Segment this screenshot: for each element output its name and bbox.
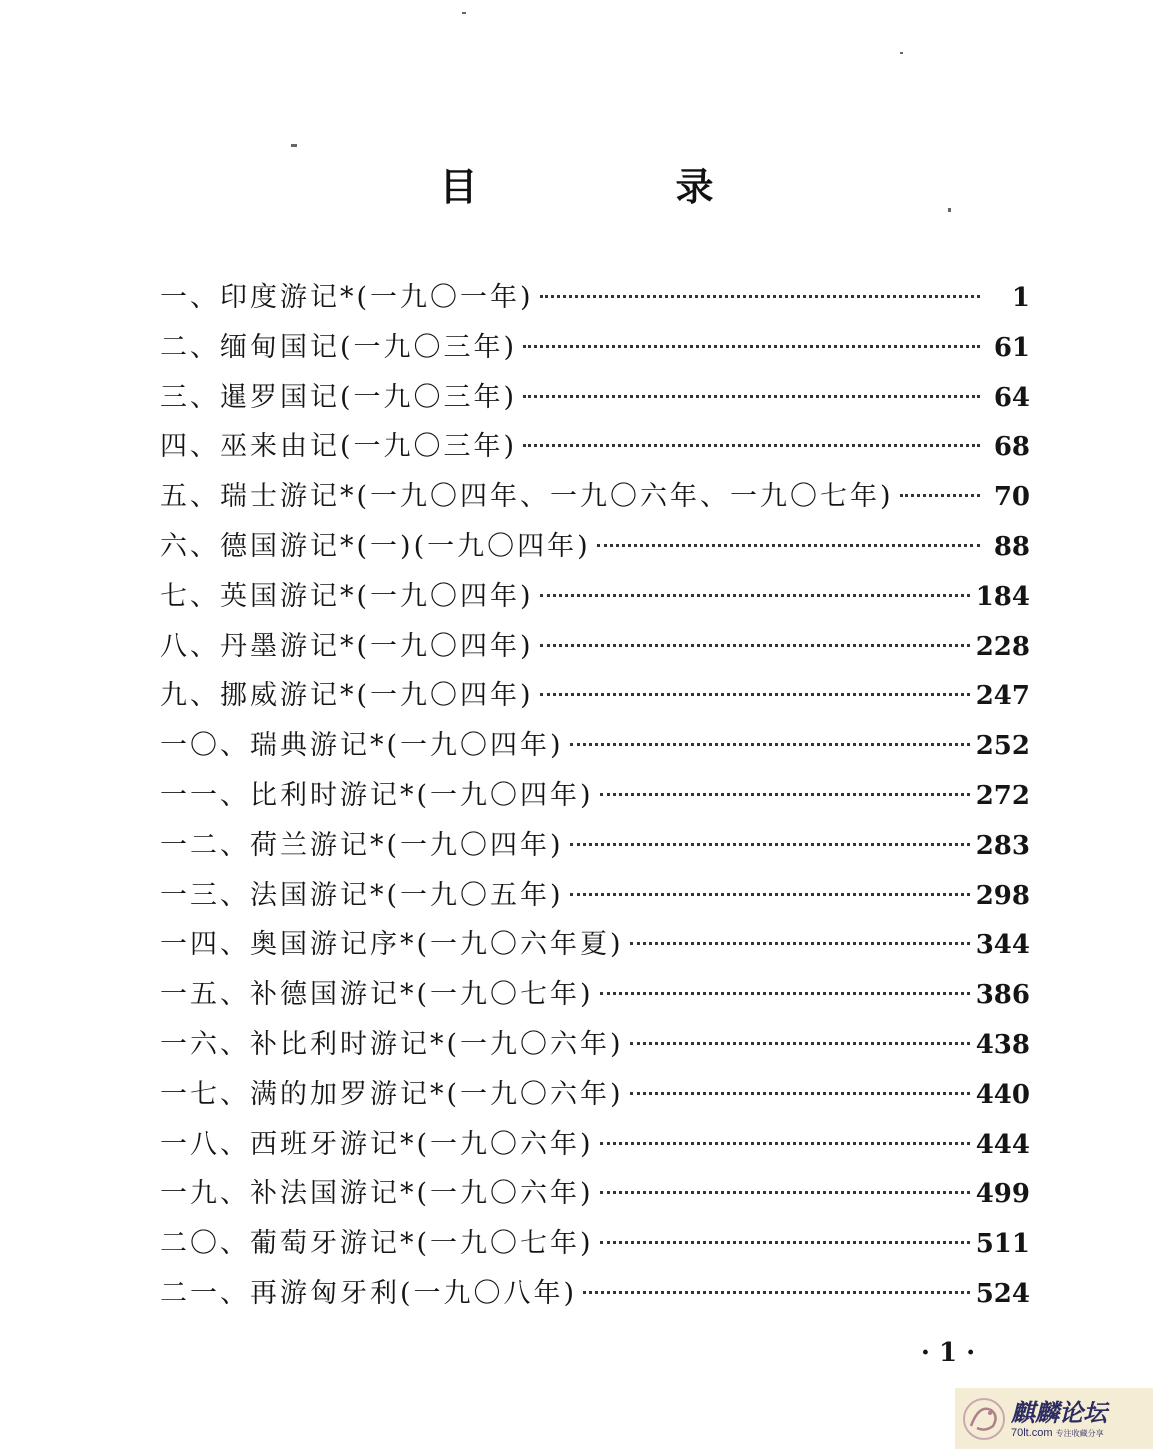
toc-entry-page: 344 — [975, 930, 1030, 961]
toc-entry-title: 五、瑞士游记*(一九〇四年、一九〇六年、一九〇七年) — [160, 481, 894, 513]
toc-leader-dots — [600, 1241, 970, 1244]
toc-leader-dots — [523, 345, 980, 348]
page-title: 目 录 — [439, 165, 794, 209]
toc-entry-page: 272 — [975, 781, 1030, 811]
toc-entry-title: 二一、再游匈牙利(一九〇八年) — [160, 1278, 578, 1309]
scan-speck — [900, 52, 903, 54]
toc-entry[interactable] — [160, 1171, 1030, 1211]
toc-entry-page: 184 — [975, 581, 1030, 612]
toc-entry-page: 283 — [975, 830, 1030, 861]
page-number: · 1 · — [920, 1338, 976, 1368]
toc-entry[interactable] — [160, 375, 1030, 415]
toc-leader-dots — [630, 942, 970, 945]
toc-entry[interactable] — [160, 325, 1030, 365]
toc-entry-page: 524 — [975, 1279, 1030, 1309]
toc-entry-page: 70 — [993, 482, 1030, 513]
toc-entry[interactable] — [160, 1221, 1030, 1261]
toc-leader-dots — [540, 693, 970, 696]
toc-entry-title: 一六、补比利时游记*(一九〇六年) — [160, 1029, 624, 1060]
toc-entry[interactable] — [160, 673, 1030, 713]
toc-entry[interactable] — [160, 1122, 1030, 1162]
toc-entry-title: 一、印度游记*(一九〇一年) — [160, 282, 534, 313]
toc-entry[interactable] — [160, 823, 1030, 863]
toc-leader-dots — [600, 1142, 970, 1145]
toc-entry-page: 61 — [993, 332, 1030, 363]
toc-entry-title: 三、暹罗国记(一九〇三年) — [160, 381, 518, 413]
toc-entry-title: 七、英国游记*(一九〇四年) — [160, 580, 534, 612]
toc-entry[interactable] — [160, 1022, 1030, 1062]
toc-leader-dots — [600, 1191, 970, 1194]
toc-entry-page: 252 — [975, 731, 1030, 762]
toc-entry-title: 二、缅甸国记(一九〇三年) — [160, 331, 518, 363]
scan-speck — [462, 12, 466, 14]
toc-leader-dots — [600, 793, 970, 796]
toc-entry[interactable] — [160, 624, 1030, 664]
toc-entry-page: 386 — [975, 980, 1030, 1011]
toc-entry-title: 一四、奥国游记序*(一九〇六年夏) — [160, 929, 624, 961]
toc-leader-dots — [570, 843, 970, 846]
toc-entry-page: 64 — [993, 382, 1030, 413]
toc-entry[interactable] — [160, 922, 1030, 962]
toc-entry-page: 499 — [975, 1179, 1030, 1210]
toc-entry[interactable] — [160, 424, 1030, 464]
toc-entry[interactable] — [160, 275, 1030, 315]
watermark-tagline: 专注收藏分享 — [1055, 1428, 1104, 1438]
toc-leader-dots — [630, 1042, 970, 1045]
toc-entry[interactable] — [160, 1271, 1030, 1311]
toc-entry[interactable] — [160, 574, 1030, 614]
toc-leader-dots — [583, 1291, 970, 1294]
toc-entry-page: 247 — [975, 681, 1030, 712]
toc-entry[interactable] — [160, 773, 1030, 813]
toc-leader-dots — [570, 893, 970, 896]
toc-entry-title: 八、丹墨游记*(一九〇四年) — [160, 630, 534, 662]
toc-leader-dots — [600, 992, 970, 995]
toc-entry-title: 二〇、葡萄牙游记*(一九〇七年) — [160, 1228, 594, 1260]
toc-entry-title: 一二、荷兰游记*(一九〇四年) — [160, 829, 564, 861]
toc-entry-page: 68 — [993, 432, 1030, 463]
toc-entry-page: 1 — [1011, 283, 1030, 313]
watermark-url: 70lt.com — [1011, 1426, 1053, 1439]
toc-entry[interactable] — [160, 723, 1030, 763]
toc-entry-title: 一三、法国游记*(一九〇五年) — [160, 879, 564, 911]
toc-leader-dots — [570, 743, 970, 746]
toc-leader-dots — [523, 444, 980, 447]
toc-entry-title: 一七、满的加罗游记*(一九〇六年) — [160, 1078, 624, 1110]
toc-entry[interactable] — [160, 873, 1030, 913]
toc-entry[interactable] — [160, 972, 1030, 1012]
toc-entry-title: 一五、补德国游记*(一九〇七年) — [160, 979, 594, 1011]
toc-entry-title: 六、德国游记*(一)(一九〇四年) — [160, 531, 591, 562]
qilin-logo-icon — [961, 1396, 1007, 1442]
toc-entry-page: 298 — [975, 880, 1030, 911]
forum-watermark[interactable] — [955, 1388, 1153, 1449]
toc-leader-dots — [597, 544, 980, 547]
toc-entry-page: 444 — [975, 1129, 1030, 1160]
toc-entry-title: 一九、补法国游记*(一九〇六年) — [160, 1178, 594, 1210]
toc-entry-page: 440 — [975, 1079, 1030, 1110]
toc-leader-dots — [630, 1092, 970, 1095]
toc-entry-page: 511 — [975, 1229, 1030, 1260]
toc-entry-page: 88 — [993, 532, 1030, 562]
toc-entry-title: 一〇、瑞典游记*(一九〇四年) — [160, 730, 564, 762]
toc-entry-page: 228 — [975, 631, 1030, 662]
toc-entry-title: 一八、西班牙游记*(一九〇六年) — [160, 1128, 594, 1160]
toc-leader-dots — [540, 295, 980, 298]
scan-speck — [291, 144, 297, 147]
scan-speck — [948, 208, 951, 212]
toc-leader-dots — [900, 494, 980, 497]
watermark-name: 麒麟论坛 — [1011, 1397, 1107, 1427]
toc-entry[interactable] — [160, 1072, 1030, 1112]
toc-leader-dots — [523, 395, 980, 398]
toc-entry-title: 四、巫来由记(一九〇三年) — [160, 431, 518, 463]
toc-entry[interactable] — [160, 524, 1030, 564]
toc-leader-dots — [540, 644, 970, 647]
toc-entry-title: 一一、比利时游记*(一九〇四年) — [160, 780, 594, 811]
toc-leader-dots — [540, 594, 970, 597]
toc-entry-page: 438 — [975, 1030, 1030, 1060]
toc-entry[interactable] — [160, 474, 1030, 514]
toc-entry-title: 九、挪威游记*(一九〇四年) — [160, 680, 534, 712]
